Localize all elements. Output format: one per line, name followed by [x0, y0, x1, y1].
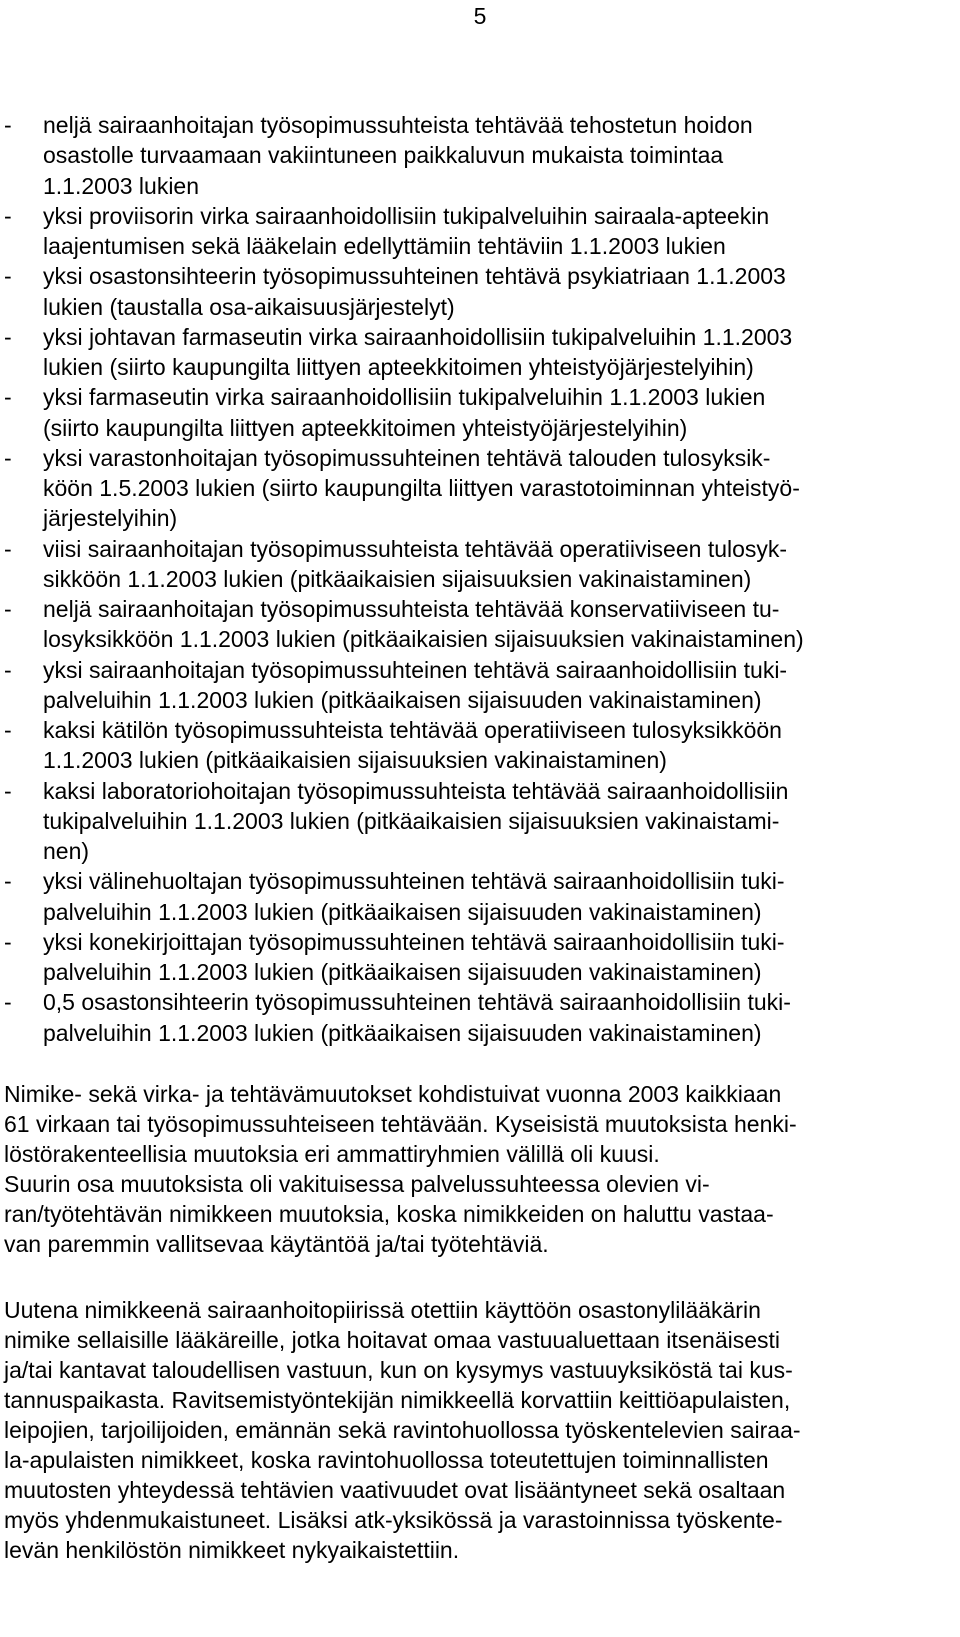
- list-dash: -: [4, 656, 12, 683]
- list-line: [0, 987, 960, 1017]
- paragraph-line: [0, 1445, 960, 1475]
- paragraph-line: [0, 1325, 960, 1355]
- paragraph-line-text: myös yhdenmukaistuneet. Lisäksi atk-yksikössä ja varastoinnissa työskente-: [4, 1507, 783, 1533]
- paragraph-line: [0, 1295, 960, 1325]
- list-line-text: neljä sairaanhoitajan työsopimussuhteista tehtävää konservatiiviseen tu-: [43, 596, 780, 622]
- paragraph-line-text: Suurin osa muutoksista oli vakituisessa palvelussuhteessa olevien vi-: [4, 1171, 710, 1197]
- paragraph-line: [0, 1505, 960, 1535]
- list-line: [0, 685, 960, 715]
- list-line: [0, 564, 960, 594]
- list-line-text: 1.1.2003 lukien (pitkäaikaisien sijaisuuksien vakinaistaminen): [43, 747, 667, 774]
- list-line: [0, 503, 960, 533]
- list-line: [0, 171, 960, 201]
- list-line-text: tukipalveluihin 1.1.2003 lukien (pitkäaikaisien sijaisuuksien vakinaistami-: [43, 807, 780, 834]
- list-line: [0, 927, 960, 957]
- paragraph-line-text: 61 virkaan tai työsopimussuhteiseen tehtävään. Kyseisistä muutoksista henki-: [4, 1111, 797, 1137]
- list-line-text: järjestelyihin): [43, 505, 178, 532]
- list-line: [0, 473, 960, 503]
- paragraph-line-text: Uutena nimikkeenä sairaanhoitopiirissä otettiin käyttöön osastonylilääkärin: [4, 1297, 761, 1323]
- paragraph-line-text: levän henkilöstön nimikkeet nykyaikaistettiin.: [4, 1537, 460, 1563]
- list-line: [0, 413, 960, 443]
- paragraph-line-text: ran/työtehtävän nimikkeen muutoksia, koska nimikkeiden on haluttu vastaa-: [4, 1201, 774, 1227]
- list-dash: -: [4, 202, 12, 229]
- paragraph-line-text: ja/tai kantavat taloudellisen vastuun, kun on kysymys vastuuyksiköstä tai kus-: [4, 1357, 793, 1383]
- list-dash: -: [4, 989, 12, 1016]
- list-dash: -: [4, 384, 12, 411]
- paragraph-line: [0, 1355, 960, 1385]
- paragraph-line: [0, 1415, 960, 1445]
- list-line-text: yksi sairaanhoitajan työsopimussuhteinen tehtävä sairaanhoidollisiin tuki-: [43, 656, 788, 683]
- list-line: [0, 201, 960, 231]
- list-line-text: kaksi laboratoriohoitajan työsopimussuhteista tehtävää sairaanhoidollisiin: [43, 777, 789, 804]
- list-line: [0, 140, 960, 170]
- paragraph-line: [0, 1475, 960, 1505]
- list-line: [0, 715, 960, 745]
- list-line-text: yksi farmaseutin virka sairaanhoidollisiin tukipalveluihin 1.1.2003 lukien: [43, 384, 766, 411]
- list-line-text: yksi johtavan farmaseutin virka sairaanhoidollisiin tukipalveluihin 1.1.2003: [43, 323, 793, 350]
- list-dash: -: [4, 263, 12, 290]
- paragraph-line-text: la-apulaisten nimikkeet, koska ravintohuollossa toteutettujen toiminnallisten: [4, 1447, 769, 1473]
- list-line-text: laajentumisen sekä lääkelain edellyttämiin tehtäviin 1.1.2003 lukien: [43, 233, 726, 259]
- paragraph-line: [0, 1535, 960, 1565]
- list-line-text: losyksikköön 1.1.2003 lukien (pitkäaikaisien sijaisuuksien vakinaistaminen): [43, 626, 804, 653]
- paragraph-line: [0, 1109, 960, 1139]
- list-line-text: köön 1.5.2003 lukien (siirto kaupungilta liittyen varastotoiminnan yhteistyö-: [43, 475, 800, 501]
- paragraph-line: [0, 1229, 960, 1259]
- list-line-text: lukien (siirto kaupungilta liittyen apteekkitoimen yhteistyöjärjestelyihin): [43, 354, 754, 380]
- list-line: [0, 382, 960, 412]
- list-line-text: lukien (taustalla osa-aikaisuusjärjestelyt): [43, 293, 455, 320]
- list-dash: -: [4, 717, 12, 743]
- list-line: [0, 836, 960, 866]
- list-line-text: kaksi kätilön työsopimussuhteista tehtävää operatiiviseen tulosyksikköön: [43, 717, 782, 743]
- list-line: [0, 1018, 960, 1048]
- list-dash: -: [4, 323, 12, 350]
- list-line: [0, 624, 960, 654]
- list-dash: -: [4, 596, 12, 622]
- list-dash: -: [4, 868, 12, 895]
- list-line: [0, 322, 960, 352]
- list-line-text: sikköön 1.1.2003 lukien (pitkäaikaisien sijaisuuksien vakinaistaminen): [43, 565, 752, 592]
- list-line: [0, 745, 960, 775]
- paragraph-line-text: van paremmin vallitsevaa käytäntöä ja/tai työtehtäviä.: [4, 1231, 549, 1257]
- list-line: [0, 655, 960, 685]
- list-line-text: osastolle turvaamaan vakiintuneen paikkaluvun mukaista toimintaa: [43, 142, 724, 169]
- paragraph-line: [0, 1139, 960, 1169]
- paragraph-line-text: nimike sellaisille lääkäreille, jotka hoitavat omaa vastuualuettaan itsenäisesti: [4, 1327, 781, 1353]
- list-line: [0, 776, 960, 806]
- list-line: [0, 534, 960, 564]
- paragraph-line-text: muutosten yhteydessä tehtävien vaativuudet ovat lisääntyneet sekä osaltaan: [4, 1477, 786, 1503]
- list-line-text: yksi osastonsihteerin työsopimussuhteinen tehtävä psykiatriaan 1.1.2003: [43, 263, 786, 290]
- list-dash: -: [4, 777, 12, 804]
- list-line-text: yksi välinehuoltajan työsopimussuhteinen tehtävä sairaanhoidollisiin tuki-: [43, 868, 785, 895]
- list-dash: -: [4, 444, 12, 471]
- list-line-text: neljä sairaanhoitajan työsopimussuhteista tehtävää tehostetun hoidon: [43, 112, 753, 138]
- list-line-text: (siirto kaupungilta liittyen apteekkitoimen yhteistyöjärjestelyihin): [43, 414, 688, 441]
- paragraph-line: [0, 1385, 960, 1415]
- list-line: [0, 110, 960, 140]
- list-line: [0, 594, 960, 624]
- list-dash: -: [4, 535, 12, 562]
- paragraph-line: [0, 1079, 960, 1109]
- list-line: [0, 866, 960, 896]
- paragraph-line-text: tannuspaikasta. Ravitsemistyöntekijän nimikkeellä korvattiin keittiöapulaisten,: [4, 1387, 791, 1413]
- list-line-text: yksi proviisorin virka sairaanhoidollisiin tukipalveluihin sairaala-apteekin: [43, 202, 770, 229]
- paragraph-line: [0, 1169, 960, 1199]
- list-dash: -: [4, 928, 12, 955]
- list-line-text: nen): [43, 838, 90, 864]
- paragraph-line-text: Nimike- sekä virka- ja tehtävämuutokset kohdistuivat vuonna 2003 kaikkiaan: [4, 1081, 782, 1107]
- list-line-text: yksi konekirjoittajan työsopimussuhteinen tehtävä sairaanhoidollisiin tuki-: [43, 928, 785, 955]
- paragraph-line: [0, 1199, 960, 1229]
- list-line-text: palveluihin 1.1.2003 lukien (pitkäaikaisen sijaisuuden vakinaistaminen): [43, 686, 762, 713]
- list-line: [0, 443, 960, 473]
- list-line-text: palveluihin 1.1.2003 lukien (pitkäaikaisen sijaisuuden vakinaistaminen): [43, 898, 762, 925]
- list-line-text: palveluihin 1.1.2003 lukien (pitkäaikaisen sijaisuuden vakinaistaminen): [43, 1019, 762, 1046]
- list-line-text: yksi varastonhoitajan työsopimussuhteinen tehtävä talouden tulosyksik-: [43, 444, 771, 471]
- list-line: [0, 261, 960, 291]
- paragraph-line-text: leipojien, tarjoilijoiden, emännän sekä ravintohuollossa työskentelevien sairaa-: [4, 1417, 801, 1443]
- list-line-text: 0,5 osastonsihteerin työsopimussuhteinen tehtävä sairaanhoidollisiin tuki-: [43, 989, 791, 1016]
- list-dash: -: [4, 112, 12, 138]
- list-line: [0, 231, 960, 261]
- list-line-text: viisi sairaanhoitajan työsopimussuhteista tehtävää operatiiviseen tulosyk-: [43, 535, 788, 562]
- list-line: [0, 352, 960, 382]
- list-line: [0, 897, 960, 927]
- list-line: [0, 957, 960, 987]
- list-line-text: 1.1.2003 lukien: [43, 172, 200, 199]
- list-line-text: palveluihin 1.1.2003 lukien (pitkäaikaisen sijaisuuden vakinaistaminen): [43, 959, 762, 985]
- paragraph-line-text: löstörakenteellisia muutoksia eri ammattiryhmien välillä oli kuusi.: [4, 1141, 660, 1167]
- list-line: [0, 292, 960, 322]
- page-number: 5: [473, 3, 487, 29]
- list-line: [0, 806, 960, 836]
